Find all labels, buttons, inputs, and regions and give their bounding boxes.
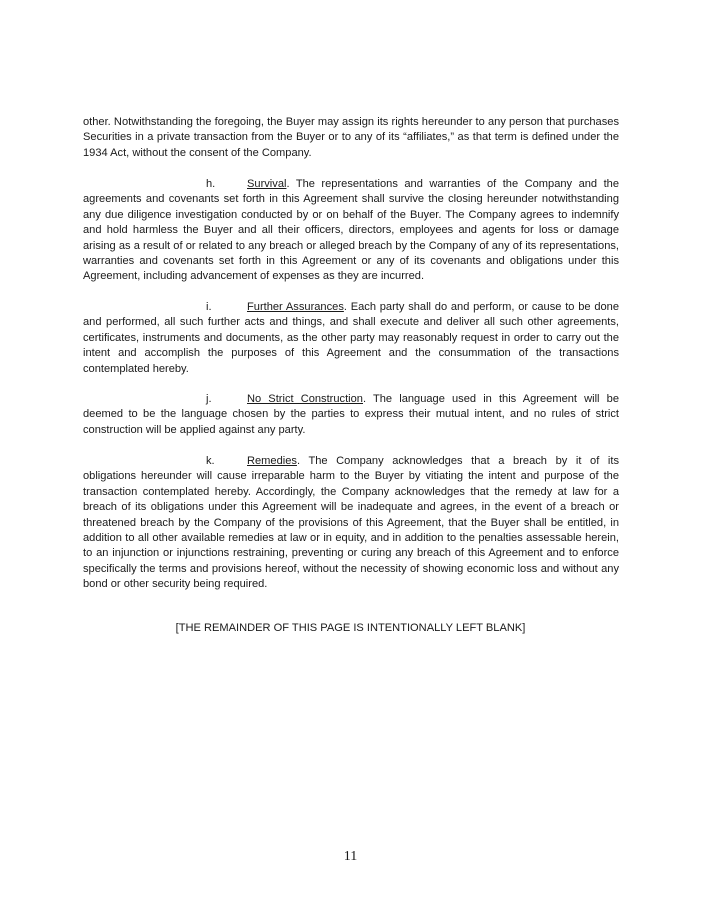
section-body: . Each party shall do and perform, or cause to be done and performed, all such further acts and things, and shall execute and deliver all such other agreements, certificates, instruments and documents, as the other party may reasonably request in order to carry out the intent and accomplish the purposes of this Agreement and the consummation of the transactions contemplated hereby. (83, 301, 619, 375)
section-label: i. (206, 301, 212, 313)
section-label: j. (206, 393, 212, 405)
continuation-paragraph: other. Notwithstanding the foregoing, the Buyer may assign its rights hereunder to any person that purchases Securities in a private transaction from the Buyer or to any of its “affiliates,” as that term is defined under the 1934 Act, without the consent of the Company. (83, 116, 619, 159)
section-body: . The Company acknowledges that a breach by it of its obligations hereunder will cause irreparable harm to the Buyer by vitiating the intent and purpose of the transaction contemplated hereby. Accordingly, the Company acknowledges that the remedy at law for a breach of its obligations under this Agreement will be inadequate and agrees, in the event of a breach or threatened breach by the Company of the provisions of this Agreement, that the Buyer shall be entitled, in addition to all other available remedies at law or in equity, and in addition to the penalties assessable herein, to an injunction or injunctions restraining, preventing or curing any breach of this Agreement and to enforce specifically the terms and provisions hereof, without the necessity of showing economic loss and without any bond or other security being required. (83, 455, 619, 591)
page-number: 11 (343, 849, 358, 864)
section-heading: Remedies (247, 455, 297, 467)
section-heading: Further Assurances (247, 301, 344, 313)
section-heading: Survival (247, 178, 287, 190)
section-i-further-assurances (83, 300, 619, 377)
section-heading: No Strict Construction (247, 393, 363, 405)
section-k-remedies (83, 454, 619, 593)
section-body: . The representations and warranties of the Company and the agreements and covenants set forth in this Agreement shall survive the closing hereunder notwithstanding any due diligence investigation conducted by or on behalf of the Buyer. The Company agrees to indemnify and hold harmless the Buyer and all their officers, directors, employees and agents for loss or damage arising as a result of or related to any breach or alleged breach by the Company of any of its representations, warranties and covenants set forth in this Agreement or any of its covenants and obligations under this Agreement, including advancement of expenses as they are incurred. (83, 178, 619, 283)
section-body: . The language used in this Agreement will be deemed to be the language chosen by the parties to express their mutual intent, and no rules of strict construction will be applied against any party. (83, 393, 619, 436)
section-j-no-strict-construction (83, 392, 619, 438)
section-label: k. (206, 455, 215, 467)
intentionally-blank-notice: [THE REMAINDER OF THIS PAGE IS INTENTIONALLY LEFT BLANK] (175, 622, 526, 634)
section-h-survival (83, 177, 619, 285)
section-label: h. (206, 178, 216, 190)
